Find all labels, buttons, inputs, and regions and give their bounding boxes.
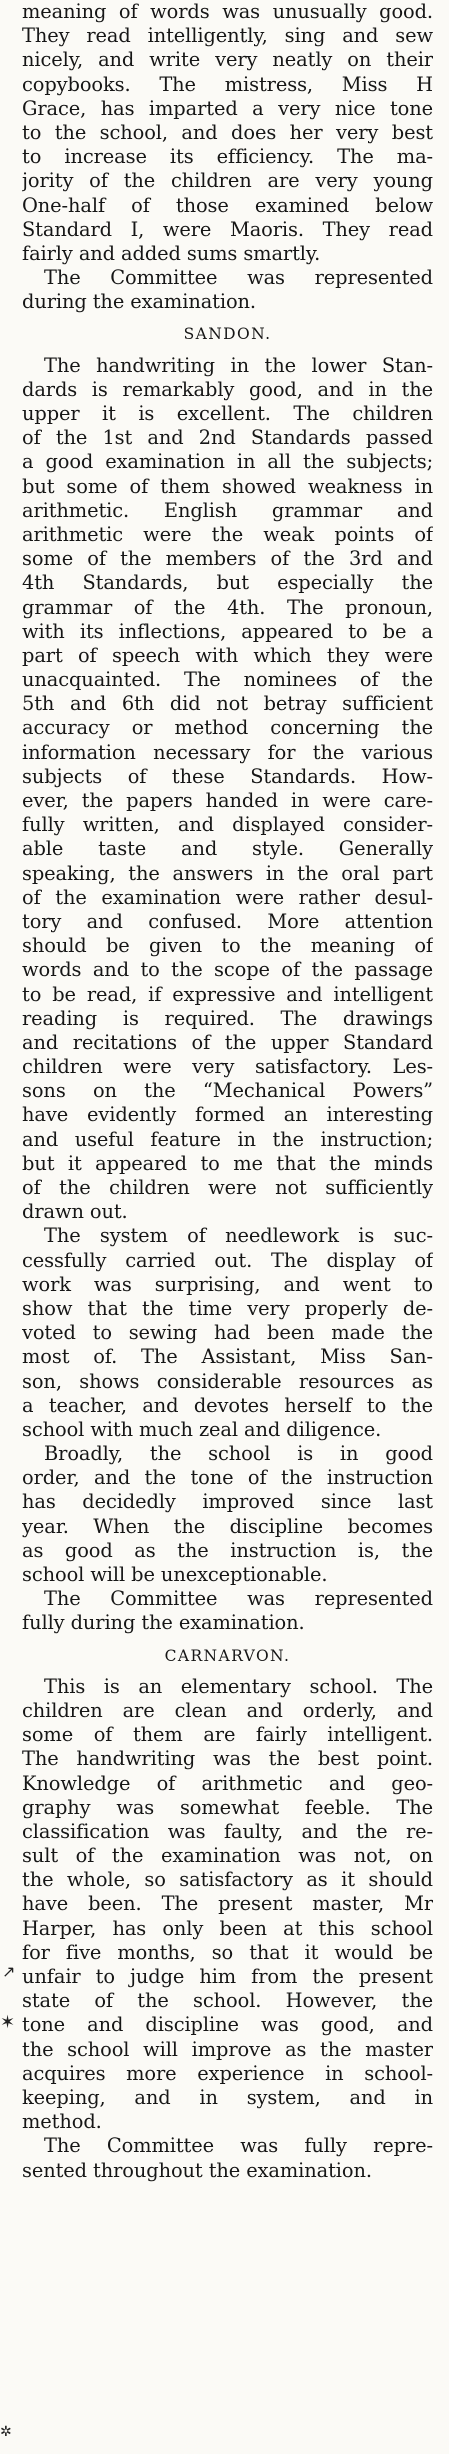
paragraph — [22, 1224, 433, 1442]
text-line: upper it is excellent. The children — [22, 402, 433, 425]
text-line: dards is remarkably good, and in the — [22, 377, 433, 401]
text-line: The Committee was represented — [44, 266, 433, 290]
text-line: year. When the discipline becomes — [22, 1514, 433, 1538]
text-line: have been. The present master, Mr — [22, 1892, 433, 1916]
paragraph — [22, 1675, 433, 2135]
paragraph — [22, 1442, 433, 1587]
text-line: order, and the tone of the instruction — [22, 1466, 433, 1490]
text-line: unfair to judge him from the present — [22, 1965, 433, 1988]
text-line: during the examination. — [22, 290, 256, 314]
text-line: Broadly, the school is in good — [44, 1442, 433, 1466]
section-heading: SANDON. — [183, 325, 272, 344]
text-line: Grace, has imparted a very nice tone — [22, 96, 433, 120]
text-line: drawn out. — [22, 1200, 128, 1224]
paragraph — [22, 354, 433, 1225]
text-line: The Committee was fully repre- — [44, 2134, 433, 2158]
text-line: arithmetic were the weak points of — [22, 522, 433, 546]
text-line: They read intelligently, sing and sew — [22, 24, 433, 48]
text-line: with its inflections, appeared to be a — [22, 619, 433, 643]
text-line: 5th and 6th did not betray sufficient — [22, 692, 433, 716]
text-line: The handwriting was the best point. — [22, 1747, 433, 1771]
text-line: subjects of these Standards. How- — [22, 764, 433, 788]
text-line: This is an elementary school. The — [44, 1674, 433, 1698]
text-line: sented throughout the examination. — [22, 2158, 372, 2182]
paragraph — [22, 0, 433, 266]
text-line: arithmetic. English grammar and — [22, 498, 433, 522]
text-line: information necessary for the various — [22, 740, 433, 764]
text-line: acquires more experience in school- — [22, 2061, 433, 2085]
paragraph — [22, 266, 433, 314]
text-line: grammar of the 4th. The pronoun, — [22, 595, 433, 619]
text-line: ever, the papers handed in were care- — [22, 789, 433, 812]
text-line: accuracy or method concerning the — [22, 716, 433, 740]
text-line: The handwriting in the lower Stan- — [44, 353, 433, 377]
text-line: the school will improve as the master — [22, 2037, 433, 2061]
text-line: some of the members of the 3rd and — [22, 547, 433, 571]
text-line: cessfully carried out. The display of — [22, 1248, 433, 1272]
text-line: The Committee was represented — [44, 1587, 433, 1611]
text-line: of the 1st and 2nd Standards passed — [22, 426, 433, 450]
text-line: Harper, has only been at this school — [22, 1916, 433, 1940]
article-column — [22, 0, 433, 2183]
margin-pen-mark-icon: ✲ — [0, 2424, 12, 2440]
text-line: reading is required. The drawings — [22, 1006, 433, 1030]
text-line: The system of needlework is suc- — [44, 1224, 433, 1248]
paragraph — [22, 2134, 433, 2182]
text-line: children were very satisfactory. Les- — [22, 1055, 433, 1079]
text-line: classification was faulty, and the re- — [22, 1819, 433, 1843]
text-line: nicely, and write very neatly on their — [22, 48, 433, 72]
text-line: fairly and added sums smartly. — [22, 241, 321, 265]
text-line: of the children were not sufficiently — [22, 1176, 433, 1199]
text-line: but it appeared to me that the minds — [22, 1151, 433, 1175]
margin-pen-mark-icon: ✶ — [0, 2012, 16, 2033]
text-line: work was surprising, and went to — [22, 1272, 433, 1296]
text-line: keeping, and in system, and in — [22, 2085, 433, 2109]
text-line: state of the school. However, the — [22, 1989, 433, 2013]
text-line: a teacher, and devotes herself to the — [22, 1393, 433, 1417]
text-line: and useful feature in the instruction; — [22, 1127, 433, 1151]
text-line: unacquainted. The nominees of the — [22, 668, 433, 692]
text-line: part of speech with which they were — [22, 643, 433, 667]
text-line: Standard I, were Maoris. They read — [22, 217, 433, 241]
text-line: to the school, and does her very best — [22, 120, 433, 144]
text-line: speaking, the answers in the oral part — [22, 861, 433, 885]
paragraph — [22, 1587, 433, 1635]
text-line: fully during the examination. — [22, 1611, 305, 1635]
text-line: have evidently formed an interesting — [22, 1103, 433, 1127]
text-line: show that the time very properly de- — [22, 1296, 433, 1320]
text-line: tone and discipline was good, and — [22, 2013, 433, 2037]
text-line: One-half of those examined below — [22, 193, 433, 217]
text-line: but some of them showed weakness in — [22, 474, 433, 498]
text-line: fully written, and displayed consider- — [22, 813, 433, 837]
text-line: tory and confused. More attention — [22, 909, 433, 933]
text-line: sons on the “Mechanical Powers” — [22, 1079, 433, 1103]
text-line: most of. The Assistant, Miss San- — [22, 1345, 433, 1369]
text-line: meaning of words was unusually good. — [22, 0, 433, 23]
text-line: the whole, so satisfactory as it should — [22, 1868, 433, 1892]
text-line: for five months, so that it would be — [22, 1940, 433, 1964]
text-line: jority of the children are very young — [22, 169, 433, 193]
text-line: son, shows considerable resources as — [22, 1369, 433, 1393]
text-line: should be given to the meaning of — [22, 934, 433, 958]
text-line: and recitations of the upper Standard — [22, 1030, 433, 1054]
text-line: sult of the examination was not, on — [22, 1844, 433, 1868]
section-heading: CARNARVON. — [164, 1646, 291, 1665]
text-line: method. — [22, 2110, 102, 2134]
text-line: a good examination in all the subjects; — [22, 450, 433, 474]
text-line: 4th Standards, but especially the — [22, 571, 433, 595]
text-line: to increase its efficiency. The ma- — [22, 145, 433, 169]
text-line: to be read, if expressive and intelligent — [22, 982, 433, 1006]
text-line: has decidedly improved since last — [22, 1490, 433, 1514]
text-line: school will be unexceptionable. — [22, 1563, 328, 1586]
text-line: words and to the scope of the passage — [22, 958, 433, 982]
text-line: school with much zeal and diligence. — [22, 1417, 382, 1441]
text-line: graphy was somewhat feeble. The — [22, 1795, 433, 1819]
text-line: Knowledge of arithmetic and geo- — [22, 1771, 433, 1795]
text-line: voted to sewing had been made the — [22, 1321, 433, 1345]
text-line: some of them are fairly intelligent. — [22, 1723, 433, 1747]
text-line: children are clean and orderly, and — [22, 1698, 433, 1722]
text-line: as good as the instruction is, the — [22, 1538, 433, 1562]
margin-pen-mark-icon: ↗ — [2, 1962, 16, 1981]
text-line: able taste and style. Generally — [22, 837, 433, 861]
text-line: copybooks. The mistress, Miss H — [22, 72, 433, 96]
text-line: of the examination were rather desul- — [22, 885, 433, 909]
